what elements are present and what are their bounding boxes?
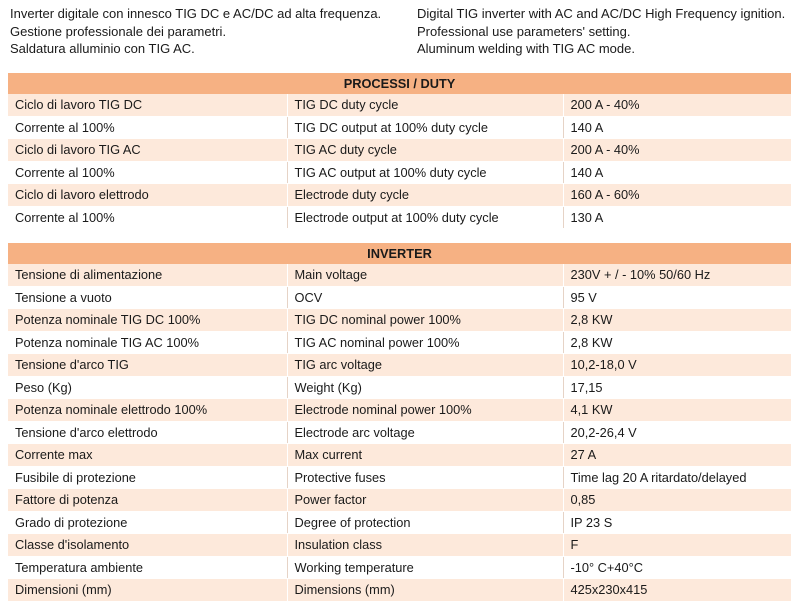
- cell-label-en: TIG AC nominal power 100%: [287, 331, 563, 354]
- cell-label-it: Corrente al 100%: [8, 206, 287, 229]
- cell-label-it: Fattore di potenza: [8, 489, 287, 512]
- cell-label-it: Classe d'isolamento: [8, 534, 287, 557]
- cell-label-en: TIG AC duty cycle: [287, 139, 563, 162]
- intro-line: Digital TIG inverter with AC and AC/DC High Frequency ignition.: [417, 6, 786, 21]
- cell-label-en: TIG AC output at 100% duty cycle: [287, 161, 563, 184]
- cell-value: 160 A - 60%: [563, 184, 791, 207]
- cell-value: 95 V: [563, 286, 791, 309]
- cell-value: 10,2-18,0 V: [563, 354, 791, 377]
- cell-label-it: Fusibile di protezione: [8, 466, 287, 489]
- cell-value: 2,8 KW: [563, 331, 791, 354]
- intro-line: Saldatura alluminio con TIG AC.: [10, 41, 195, 56]
- cell-label-it: Grado di protezione: [8, 511, 287, 534]
- cell-label-en: Insulation class: [287, 534, 563, 557]
- intro-line: Aluminum welding with TIG AC mode.: [417, 41, 635, 56]
- table-row: [8, 331, 791, 354]
- table-row: [8, 184, 791, 207]
- cell-label-en: Power factor: [287, 489, 563, 512]
- intro-line: Professional use parameters' setting.: [417, 23, 631, 39]
- cell-label-it: Tensione d'arco TIG: [8, 354, 287, 377]
- cell-label-en: TIG DC output at 100% duty cycle: [287, 116, 563, 139]
- table-row: [8, 354, 791, 377]
- cell-label-en: Protective fuses: [287, 466, 563, 489]
- cell-value: 4,1 KW: [563, 399, 791, 422]
- table-row: [8, 511, 791, 534]
- cell-label-it: Potenza nominale TIG AC 100%: [8, 331, 287, 354]
- cell-label-en: Degree of protection: [287, 511, 563, 534]
- table-row: [8, 556, 791, 579]
- cell-label-en: OCV: [287, 286, 563, 309]
- cell-label-en: TIG DC nominal power 100%: [287, 309, 563, 332]
- cell-value: 130 A: [563, 206, 791, 229]
- cell-value: 140 A: [563, 161, 791, 184]
- cell-value: 200 A - 40%: [563, 94, 791, 116]
- cell-value: 200 A - 40%: [563, 139, 791, 162]
- cell-label-it: Dimensioni (mm): [8, 579, 287, 602]
- table-row: [8, 286, 791, 309]
- intro-line: Gestione professionale dei parametri.: [10, 23, 227, 39]
- intro-line: Inverter digitale con innesco TIG DC e AC/DC ad alta frequenza.: [10, 6, 382, 21]
- cell-label-it: Tensione d'arco elettrodo: [8, 421, 287, 444]
- table-row: [8, 421, 791, 444]
- cell-label-en: Working temperature: [287, 556, 563, 579]
- table-row: [8, 376, 791, 399]
- table-row: [8, 466, 791, 489]
- cell-label-it: Ciclo di lavoro elettrodo: [8, 184, 287, 207]
- table-row: [8, 489, 791, 512]
- cell-label-it: Ciclo di lavoro TIG AC: [8, 139, 287, 162]
- cell-label-it: Temperatura ambiente: [8, 556, 287, 579]
- cell-label-en: Electrode nominal power 100%: [287, 399, 563, 422]
- cell-label-it: Corrente max: [8, 444, 287, 467]
- cell-value: F: [563, 534, 791, 557]
- cell-label-en: Weight (Kg): [287, 376, 563, 399]
- cell-label-en: Electrode arc voltage: [287, 421, 563, 444]
- cell-value: 20,2-26,4 V: [563, 421, 791, 444]
- intro-english: [417, 5, 785, 58]
- section-header: PROCESSI / DUTY: [8, 73, 791, 94]
- cell-label-it: Tensione di alimentazione: [8, 264, 287, 286]
- cell-label-en: Electrode duty cycle: [287, 184, 563, 207]
- cell-label-it: Corrente al 100%: [8, 116, 287, 139]
- cell-value: 425x230x415: [563, 579, 791, 602]
- cell-label-it: Tensione a vuoto: [8, 286, 287, 309]
- inverter-table: [8, 243, 791, 602]
- cell-value: -10° C+40°C: [563, 556, 791, 579]
- cell-label-it: Potenza nominale TIG DC 100%: [8, 309, 287, 332]
- table-row: [8, 579, 791, 602]
- cell-value: IP 23 S: [563, 511, 791, 534]
- table-row: [8, 161, 791, 184]
- cell-value: 17,15: [563, 376, 791, 399]
- table-row: [8, 94, 791, 116]
- cell-label-en: TIG arc voltage: [287, 354, 563, 377]
- table-row: [8, 206, 791, 229]
- cell-label-en: Main voltage: [287, 264, 563, 286]
- intro-italian: [10, 5, 381, 58]
- section-header: INVERTER: [8, 243, 791, 264]
- cell-label-it: Ciclo di lavoro TIG DC: [8, 94, 287, 116]
- cell-value: Time lag 20 A ritardato/delayed: [563, 466, 791, 489]
- cell-value: 2,8 KW: [563, 309, 791, 332]
- cell-value: 0,85: [563, 489, 791, 512]
- cell-label-en: Max current: [287, 444, 563, 467]
- table-row: [8, 116, 791, 139]
- table-row: [8, 399, 791, 422]
- table-row: [8, 444, 791, 467]
- cell-value: 27 A: [563, 444, 791, 467]
- cell-label-it: Peso (Kg): [8, 376, 287, 399]
- table-row: [8, 534, 791, 557]
- table-row: [8, 139, 791, 162]
- table-row: [8, 264, 791, 286]
- cell-label-en: Electrode output at 100% duty cycle: [287, 206, 563, 229]
- cell-value: 230V + / - 10% 50/60 Hz: [563, 264, 791, 286]
- cell-label-en: Dimensions (mm): [287, 579, 563, 602]
- cell-label-it: Potenza nominale elettrodo 100%: [8, 399, 287, 422]
- processi-duty-table: [8, 73, 791, 229]
- cell-value: 140 A: [563, 116, 791, 139]
- cell-label-it: Corrente al 100%: [8, 161, 287, 184]
- cell-label-en: TIG DC duty cycle: [287, 94, 563, 116]
- table-row: [8, 309, 791, 332]
